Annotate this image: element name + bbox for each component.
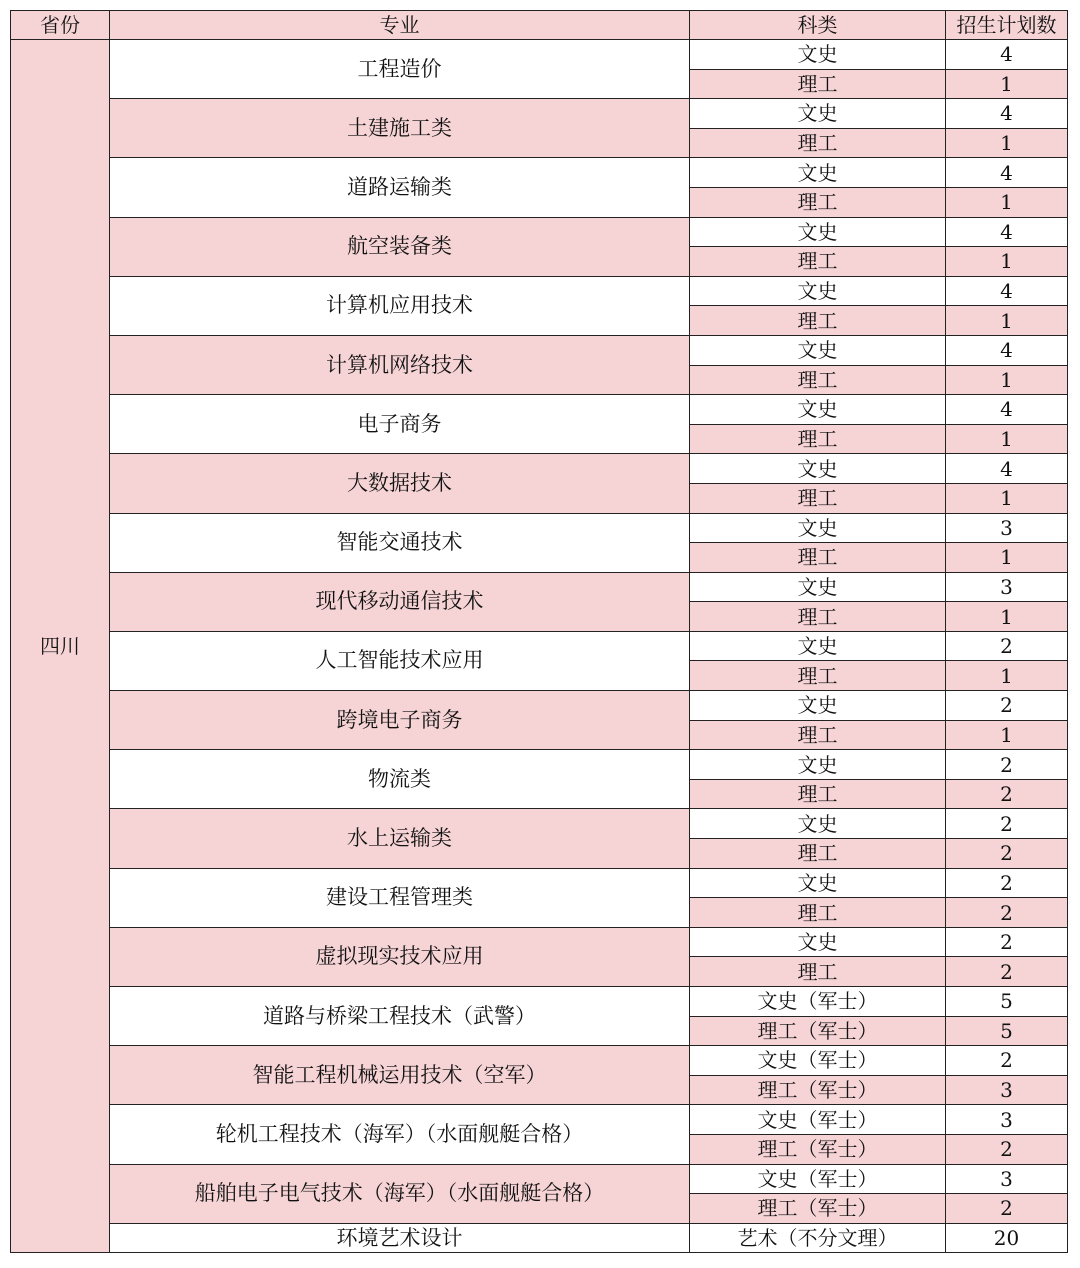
plan-count-cell: 2 — [946, 809, 1068, 839]
major-cell: 土建施工类 — [110, 99, 690, 158]
plan-count-cell: 1 — [946, 365, 1068, 395]
table-row — [11, 631, 1068, 661]
plan-count-cell: 5 — [946, 1016, 1068, 1046]
major-cell: 大数据技术 — [110, 454, 690, 513]
category-cell: 理工 — [690, 720, 946, 750]
plan-count-cell: 1 — [946, 543, 1068, 573]
plan-count-cell: 2 — [946, 631, 1068, 661]
category-cell: 文史 — [690, 99, 946, 129]
table-row — [11, 40, 1068, 70]
category-cell: 文史 — [690, 276, 946, 306]
plan-count-cell: 1 — [946, 661, 1068, 691]
plan-count-cell: 1 — [946, 720, 1068, 750]
plan-count-cell: 2 — [946, 691, 1068, 721]
category-cell: 理工 — [690, 543, 946, 573]
plan-count-cell: 1 — [946, 306, 1068, 336]
category-cell: 理工（军士） — [690, 1194, 946, 1224]
plan-count-cell: 3 — [946, 513, 1068, 543]
category-cell: 文史（军士） — [690, 987, 946, 1017]
category-cell: 文史 — [690, 158, 946, 188]
major-cell: 工程造价 — [110, 40, 690, 99]
enrollment-plan-table-wrapper — [10, 10, 1068, 1253]
major-cell: 轮机工程技术（海军）（水面舰艇合格） — [110, 1105, 690, 1164]
table-row — [11, 1046, 1068, 1076]
table-row — [11, 454, 1068, 484]
major-cell: 智能交通技术 — [110, 513, 690, 572]
plan-count-cell: 2 — [946, 927, 1068, 957]
plan-count-cell: 3 — [946, 1075, 1068, 1105]
header-major: 专业 — [110, 11, 690, 40]
province-cell: 四川 — [11, 40, 110, 1253]
plan-count-cell: 4 — [946, 454, 1068, 484]
category-cell: 理工 — [690, 247, 946, 277]
plan-count-cell: 4 — [946, 395, 1068, 425]
major-cell: 道路运输类 — [110, 158, 690, 217]
category-cell: 理工 — [690, 898, 946, 928]
table-row — [11, 750, 1068, 780]
major-cell: 电子商务 — [110, 395, 690, 454]
header-category: 科类 — [690, 11, 946, 40]
plan-count-cell: 1 — [946, 483, 1068, 513]
major-cell: 智能工程机械运用技术（空军） — [110, 1046, 690, 1105]
category-cell: 理工 — [690, 128, 946, 158]
table-row — [11, 987, 1068, 1017]
table-row — [11, 217, 1068, 247]
table-row — [11, 1105, 1068, 1135]
plan-count-cell: 2 — [946, 1194, 1068, 1224]
major-cell: 航空装备类 — [110, 217, 690, 276]
table-header-row — [11, 11, 1068, 40]
table-row — [11, 158, 1068, 188]
table-row — [11, 395, 1068, 425]
category-cell: 文史 — [690, 809, 946, 839]
plan-count-cell: 4 — [946, 40, 1068, 70]
plan-count-cell: 2 — [946, 1046, 1068, 1076]
major-cell: 计算机应用技术 — [110, 276, 690, 335]
category-cell: 文史 — [690, 395, 946, 425]
table-row — [11, 809, 1068, 839]
plan-count-cell: 4 — [946, 217, 1068, 247]
plan-count-cell: 4 — [946, 99, 1068, 129]
category-cell: 文史 — [690, 572, 946, 602]
plan-count-cell: 2 — [946, 957, 1068, 987]
category-cell: 理工 — [690, 306, 946, 336]
plan-count-cell: 1 — [946, 187, 1068, 217]
table-row — [11, 99, 1068, 129]
plan-count-cell: 3 — [946, 1105, 1068, 1135]
table-row — [11, 513, 1068, 543]
plan-count-cell: 3 — [946, 572, 1068, 602]
plan-count-cell: 1 — [946, 247, 1068, 277]
plan-count-cell: 2 — [946, 779, 1068, 809]
category-cell: 文史 — [690, 217, 946, 247]
category-cell: 理工 — [690, 602, 946, 632]
plan-count-cell: 2 — [946, 750, 1068, 780]
category-cell: 文史 — [690, 631, 946, 661]
category-cell: 理工（军士） — [690, 1134, 946, 1164]
category-cell: 艺术（不分文理） — [690, 1223, 946, 1253]
category-cell: 文史 — [690, 454, 946, 484]
plan-count-cell: 1 — [946, 128, 1068, 158]
plan-count-cell: 20 — [946, 1223, 1068, 1253]
plan-count-cell: 2 — [946, 839, 1068, 869]
category-cell: 文史 — [690, 335, 946, 365]
category-cell: 文史 — [690, 513, 946, 543]
major-cell: 现代移动通信技术 — [110, 572, 690, 631]
category-cell: 理工 — [690, 424, 946, 454]
major-cell: 计算机网络技术 — [110, 335, 690, 394]
category-cell: 文史 — [690, 927, 946, 957]
major-cell: 人工智能技术应用 — [110, 631, 690, 690]
plan-count-cell: 4 — [946, 335, 1068, 365]
plan-count-cell: 2 — [946, 898, 1068, 928]
plan-count-cell: 1 — [946, 602, 1068, 632]
header-province: 省份 — [11, 11, 110, 40]
category-cell: 文史（军士） — [690, 1164, 946, 1194]
plan-count-cell: 2 — [946, 868, 1068, 898]
category-cell: 理工（军士） — [690, 1016, 946, 1046]
category-cell: 文史（军士） — [690, 1046, 946, 1076]
major-cell: 道路与桥梁工程技术（武警） — [110, 987, 690, 1046]
enrollment-plan-table — [10, 10, 1068, 1253]
category-cell: 理工 — [690, 69, 946, 99]
table-row — [11, 1164, 1068, 1194]
category-cell: 理工 — [690, 839, 946, 869]
major-cell: 跨境电子商务 — [110, 691, 690, 750]
plan-count-cell: 4 — [946, 276, 1068, 306]
plan-count-cell: 2 — [946, 1134, 1068, 1164]
plan-count-cell: 4 — [946, 158, 1068, 188]
category-cell: 理工 — [690, 187, 946, 217]
category-cell: 理工 — [690, 957, 946, 987]
category-cell: 理工 — [690, 365, 946, 395]
major-cell: 船舶电子电气技术（海军）（水面舰艇合格） — [110, 1164, 690, 1223]
plan-count-cell: 5 — [946, 987, 1068, 1017]
category-cell: 文史 — [690, 750, 946, 780]
table-row — [11, 276, 1068, 306]
plan-count-cell: 3 — [946, 1164, 1068, 1194]
category-cell: 理工（军士） — [690, 1075, 946, 1105]
category-cell: 文史 — [690, 40, 946, 70]
table-body — [11, 40, 1068, 1253]
plan-count-cell: 1 — [946, 69, 1068, 99]
header-plan: 招生计划数 — [946, 11, 1068, 40]
category-cell: 文史 — [690, 691, 946, 721]
table-row — [11, 927, 1068, 957]
major-cell: 虚拟现实技术应用 — [110, 927, 690, 986]
table-row — [11, 1223, 1068, 1253]
table-row — [11, 572, 1068, 602]
major-cell: 物流类 — [110, 750, 690, 809]
major-cell: 建设工程管理类 — [110, 868, 690, 927]
table-row — [11, 335, 1068, 365]
major-cell: 水上运输类 — [110, 809, 690, 868]
plan-count-cell: 1 — [946, 424, 1068, 454]
category-cell: 文史（军士） — [690, 1105, 946, 1135]
category-cell: 理工 — [690, 779, 946, 809]
table-row — [11, 868, 1068, 898]
table-row — [11, 691, 1068, 721]
category-cell: 理工 — [690, 661, 946, 691]
category-cell: 理工 — [690, 483, 946, 513]
major-cell: 环境艺术设计 — [110, 1223, 690, 1253]
category-cell: 文史 — [690, 868, 946, 898]
